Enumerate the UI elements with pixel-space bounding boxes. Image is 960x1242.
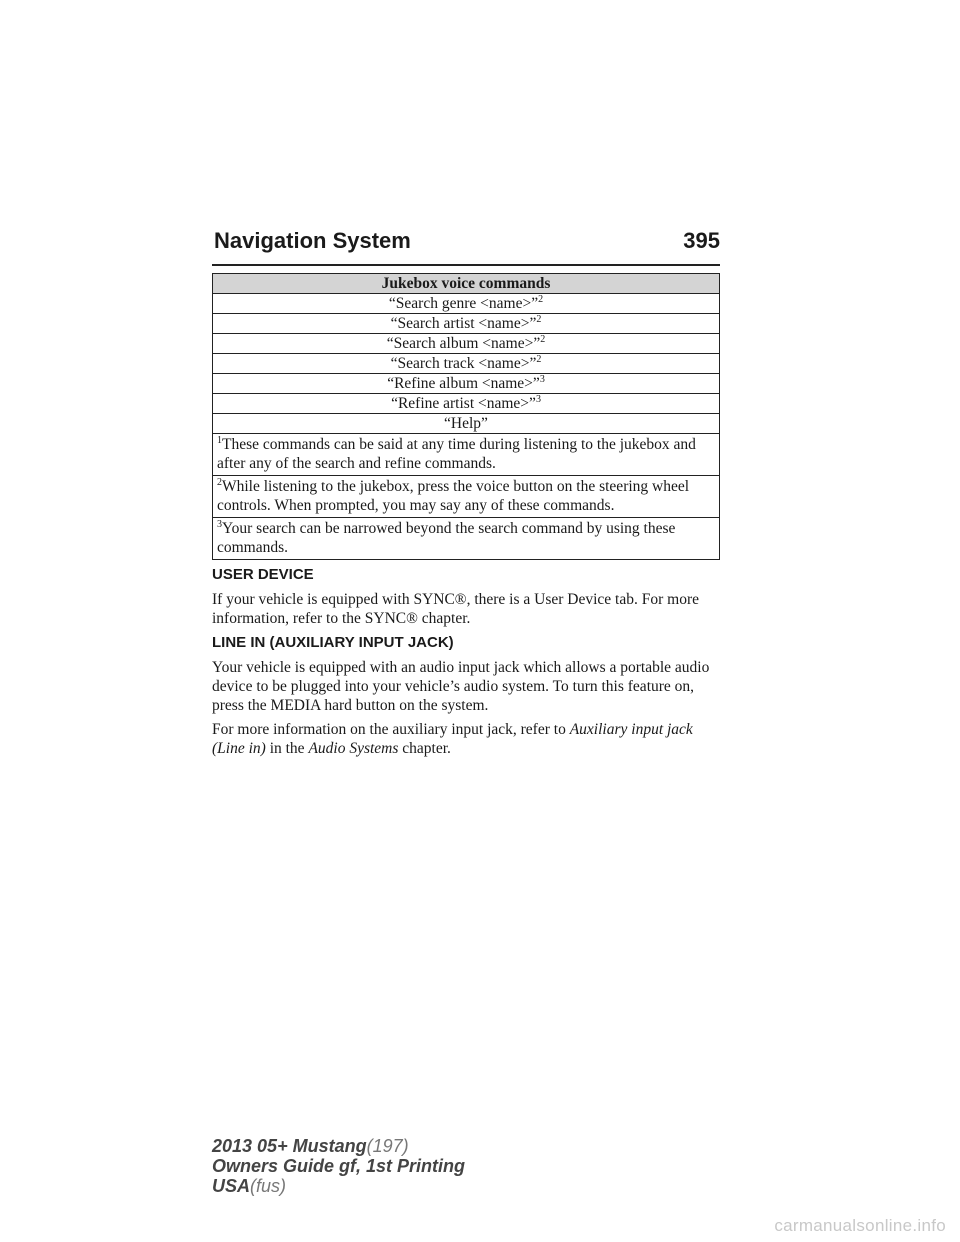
line-in-reference (212, 720, 722, 758)
reference-prefix: For more information on the auxiliary input jack, refer to (212, 721, 570, 738)
command-text: “Search genre <name>” (388, 295, 539, 312)
user-device-paragraph: If your vehicle is equipped with SYNC®, there is a User Device tab. For more information, refer to the SYNC® chapter. (212, 591, 699, 627)
footer-market: USA (212, 1176, 251, 1196)
line-in-heading: LINE IN (AUXILIARY INPUT JACK) (212, 634, 454, 651)
footnote-row (213, 434, 720, 476)
footer-guide: Owners Guide gf, 1st Printing (212, 1156, 466, 1176)
command-text: “Search track <name>” (390, 355, 537, 372)
footnote-cell (213, 434, 720, 476)
footer-line-1 (212, 1136, 465, 1156)
footer-model: 2013 05+ Mustang (212, 1136, 367, 1156)
reference-chapter: Audio Systems (308, 740, 399, 757)
table-row (213, 354, 720, 374)
user-device-heading: USER DEVICE (212, 566, 314, 583)
footnote-mark: 1 (217, 435, 222, 446)
table-heading: Jukebox voice commands (213, 274, 720, 294)
command-cell (213, 394, 720, 414)
command-text: “Refine artist <name>” (391, 395, 536, 412)
reference-topic: Auxiliary input jack (Line in) (212, 721, 693, 757)
voice-commands-table (212, 273, 720, 560)
footnote-cell (213, 518, 720, 560)
page-footer (212, 1136, 465, 1196)
table-row (213, 394, 720, 414)
command-text: “Search album <name>” (386, 335, 541, 352)
command-cell (213, 414, 720, 434)
footer-market-code: (fus) (250, 1176, 287, 1196)
footnote-row (213, 476, 720, 518)
footnote-text: While listening to the jukebox, press the voice button on the steering wheel controls. When prompted, you may say any of these commands. (217, 478, 690, 514)
table-row (213, 374, 720, 394)
line-in-paragraph: Your vehicle is equipped with an audio input jack which allows a portable audio device to be plugged into your vehicle’s audio system. To turn this feature on, press the MEDIA hard button on the system. (212, 659, 710, 714)
table-row (213, 314, 720, 334)
footnote-text: Your search can be narrowed beyond the search command by using these commands. (217, 520, 676, 556)
command-cell (213, 374, 720, 394)
command-text: “Help” (444, 415, 488, 432)
footnote-row (213, 518, 720, 560)
footnote-ref: 3 (539, 374, 545, 385)
reference-middle: in the (265, 740, 309, 757)
table-header-row (213, 274, 720, 294)
footer-line-2 (212, 1156, 465, 1176)
footnote-ref: 2 (538, 294, 544, 305)
command-cell (213, 334, 720, 354)
page-header (212, 228, 720, 266)
watermark: carmanualsonline.info (774, 1216, 946, 1235)
command-text: “Refine album <name>” (387, 375, 540, 392)
table-row (213, 334, 720, 354)
section-title: Navigation System (214, 228, 411, 253)
footnote-mark: 3 (217, 519, 222, 530)
footnote-ref: 2 (536, 354, 542, 365)
table-row (213, 414, 720, 434)
command-cell (213, 354, 720, 374)
footnote-ref: 2 (540, 334, 546, 345)
footnote-mark: 2 (217, 477, 222, 488)
footer-page-code: (197) (366, 1136, 409, 1156)
footnote-cell (213, 476, 720, 518)
footnote-ref: 3 (535, 394, 541, 405)
footnote-text: These commands can be said at any time during listening to the jukebox and after any of the search and refine commands. (217, 436, 696, 472)
table-row (213, 294, 720, 314)
footer-line-3 (212, 1176, 465, 1196)
page-number: 395 (683, 228, 720, 253)
command-cell (213, 294, 720, 314)
reference-suffix: chapter. (398, 740, 451, 757)
command-cell (213, 314, 720, 334)
command-text: “Search artist <name>” (390, 315, 537, 332)
footnote-ref: 2 (536, 314, 542, 325)
